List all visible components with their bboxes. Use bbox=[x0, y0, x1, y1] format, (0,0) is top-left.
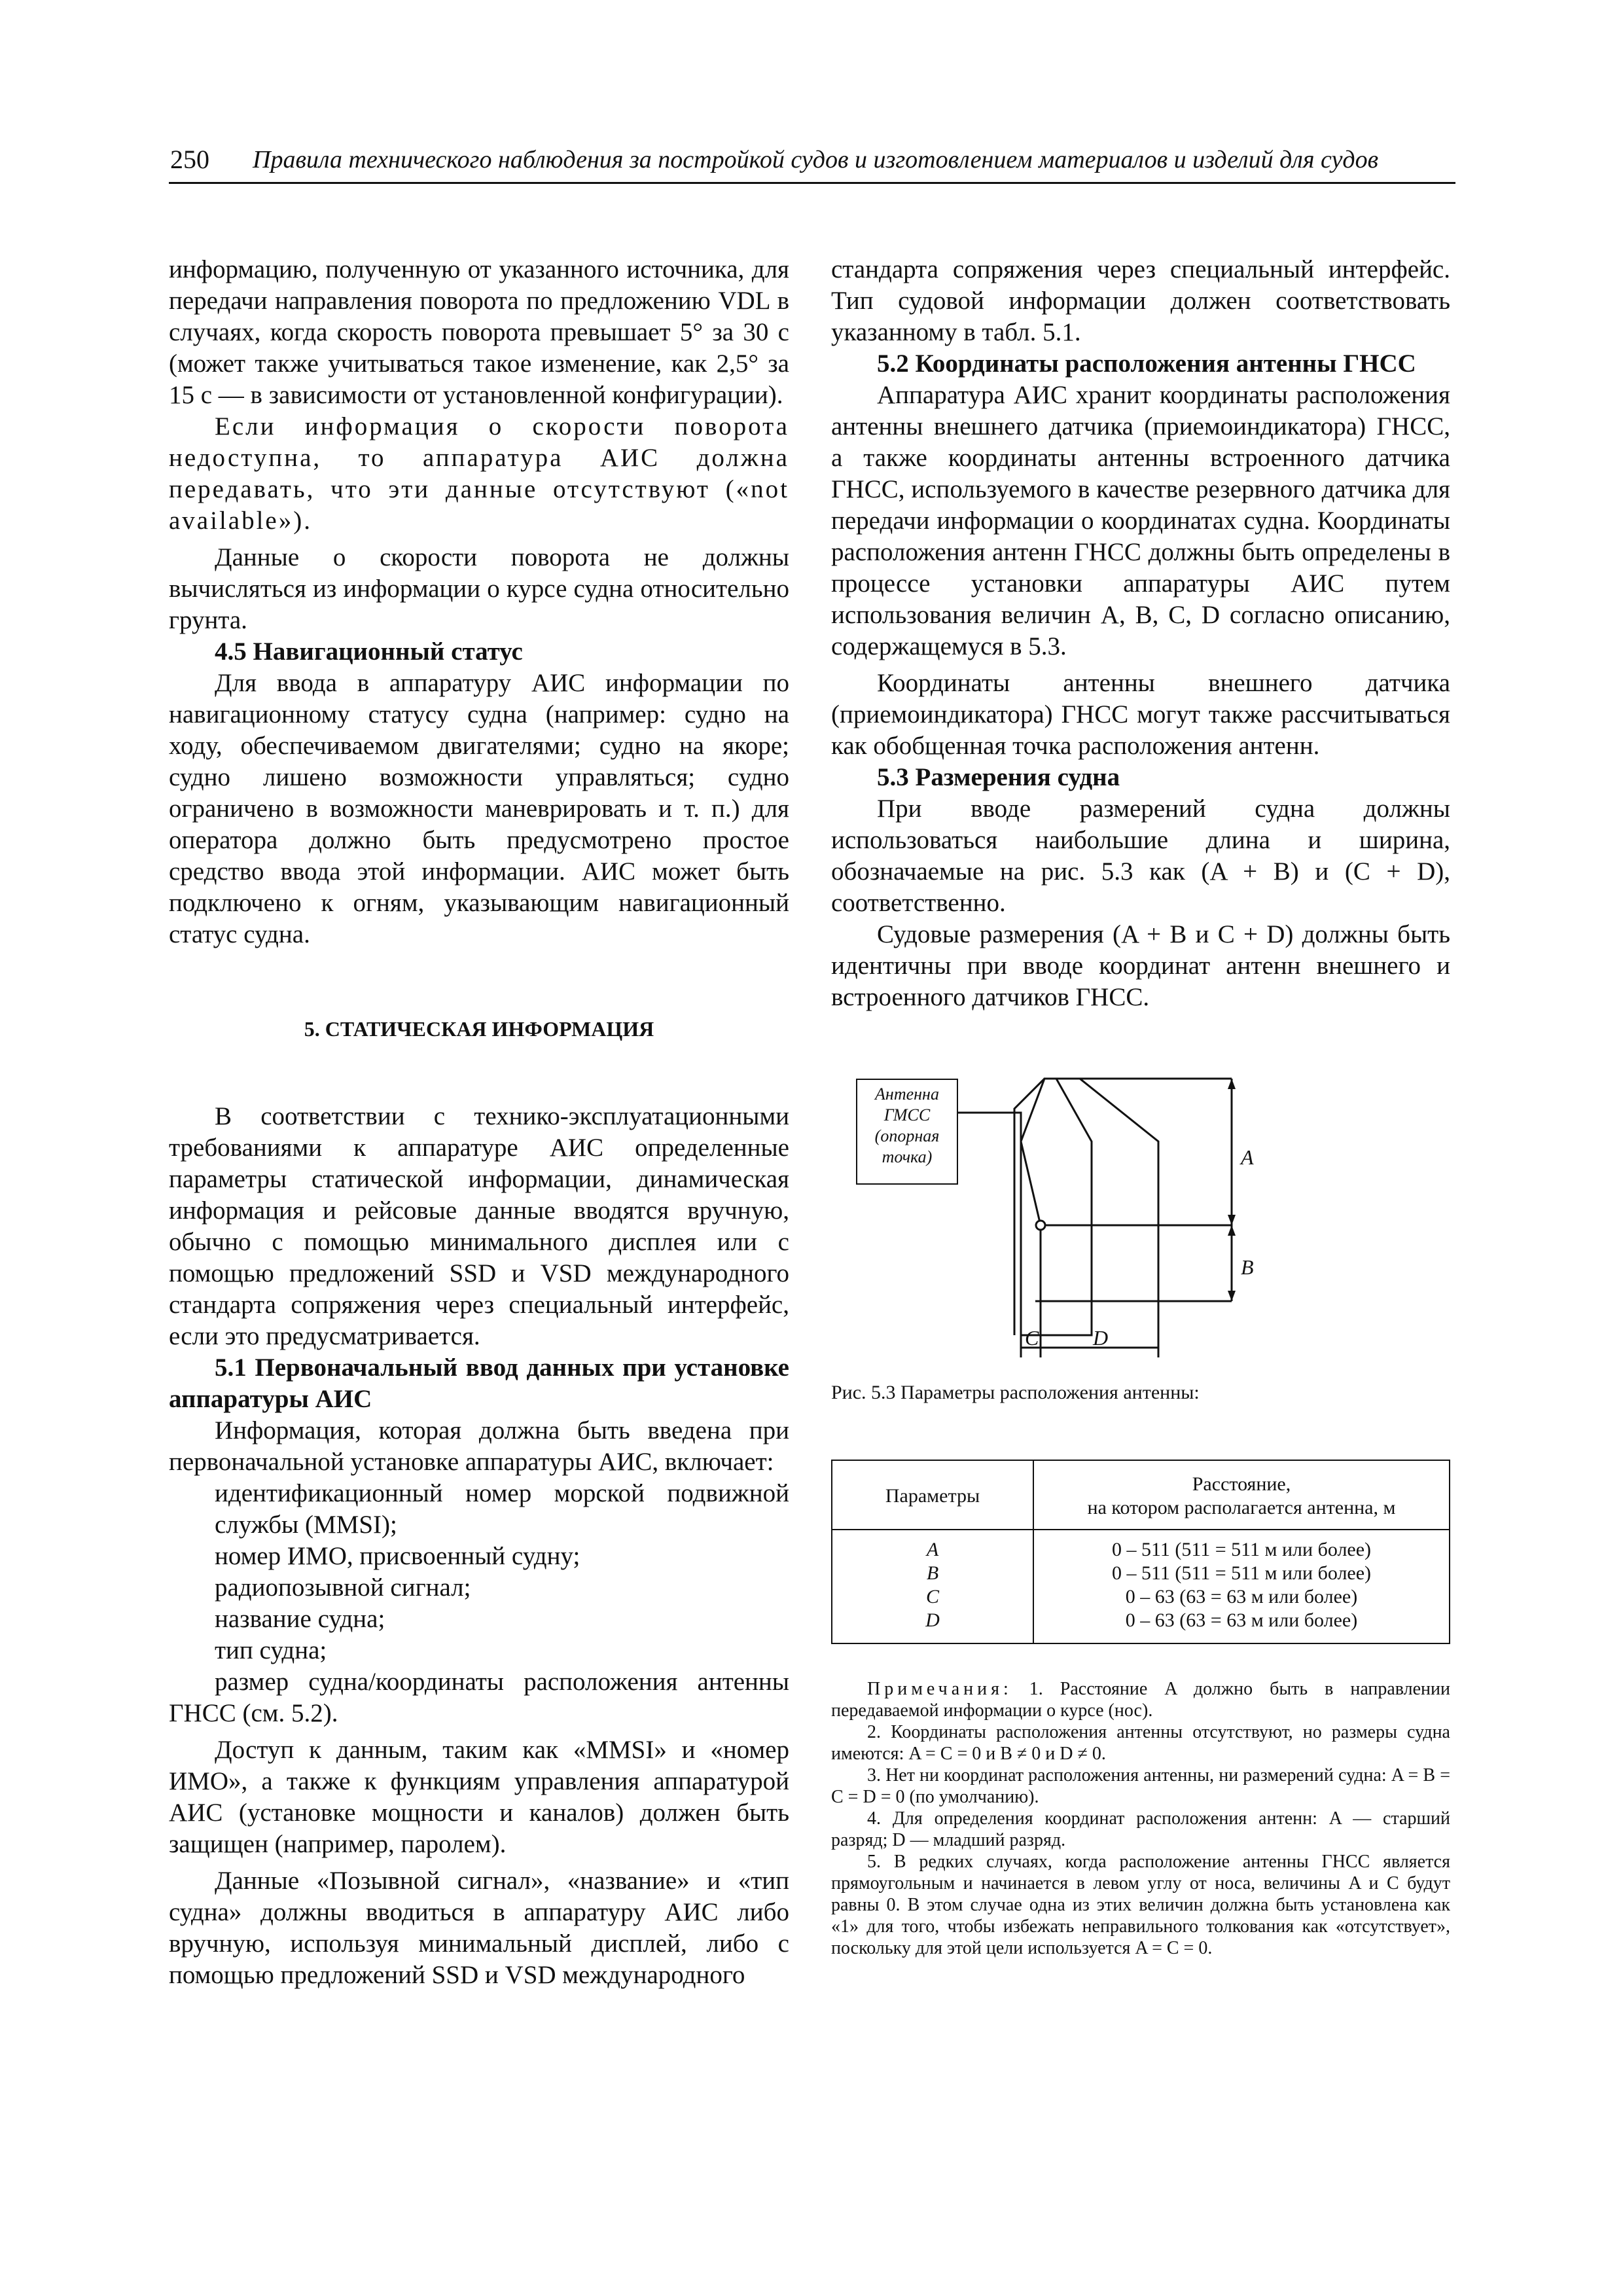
header-line: на котором располагается антенна, м bbox=[1087, 1497, 1396, 1518]
left-column bbox=[169, 254, 789, 1991]
box-line: Антенна bbox=[875, 1085, 939, 1103]
list-item: радиопозывной сигнал; bbox=[215, 1573, 471, 1602]
header-line: Расстояние, bbox=[1192, 1473, 1291, 1495]
paragraph: Аппаратура АИС хранит координаты расположения антенны внешнего датчика (приемоиндикатора) ГНСС, а также координаты антенны встроенного датчика ГНСС, используемого в качестве резервного датчика для передачи информации о координатах судна. Координаты расположения антенн ГНСС должны быть определены в процессе установки аппаратуры АИС путем использования величин A, B, C, D согласно описанию, содержащемуся в 5.3. bbox=[831, 381, 1450, 660]
paragraph: Информация, которая должна быть введена при первоначальной установке аппаратуры АИС, включает: bbox=[169, 1416, 789, 1476]
paragraph: информацию, полученную от указанного источника, для передачи направления поворота по предложению VDL в случаях, когда скорость поворота превышает 5° за 30 с (может также учитываться такое изменение, как 2,5° за 15 с — в зависимости от установленной конфигурации). bbox=[169, 255, 789, 409]
note-text: 1. Расстояние A должно быть в направлении передаваемой информации о курсе (нос). bbox=[831, 1679, 1450, 1721]
note-1 bbox=[831, 1678, 1450, 1721]
paragraph: стандарта сопряжения через специальный интерфейс. Тип судовой информации должен соответствовать указанному в табл. 5.1. bbox=[831, 255, 1450, 346]
dimension-label-b: B bbox=[1241, 1255, 1254, 1279]
paragraph: В соответствии с технико-эксплуатационными требованиями к аппаратуре АИС определенные параметры статической информации, динамическая информация и рейсовые данные вводятся вручную, обычно с помощью минимального дисплея или с помощью предложений SSD и VSD международного стандарта сопряжения через специальный интерфейс, если это предусматривается. bbox=[169, 1102, 789, 1350]
box-line: ГМСС bbox=[883, 1105, 931, 1124]
list-item: размер судна/координаты расположения антенны ГНСС (см. 5.2). bbox=[169, 1668, 789, 1727]
page-number: 250 bbox=[170, 145, 209, 174]
list-item: тип судна; bbox=[215, 1636, 327, 1664]
param-cell: A B C D bbox=[832, 1530, 1033, 1643]
section-heading-4-5: 4.5 Навигационный статус bbox=[215, 637, 523, 666]
column-header-distance bbox=[1033, 1460, 1450, 1530]
paragraph: Для ввода в аппаратуру АИС информации по навигационному статусу судна (например: судно на ходу, обеспечиваемом двигателями; судно на якоре; судно лишено возможности управляться; судно ограничено в возможности маневрировать и т. п.) для оператора должно быть предусмотрено простое средство ввода этой информации. АИС может быть подключено к огням, указывающим навигационный статус судна. bbox=[169, 669, 789, 948]
paragraph: Судовые размерения (A + B и C + D) должны быть идентичны при вводе координат антенн внешнего и встроенного датчиков ГНСС. bbox=[831, 920, 1450, 1011]
table-row bbox=[832, 1530, 1450, 1643]
figure-caption: Рис. 5.3 Параметры расположения антенны: bbox=[831, 1382, 1200, 1403]
page-header bbox=[169, 143, 1455, 184]
leader-line bbox=[958, 1113, 1021, 1141]
value-cell: 0 – 511 (511 = 511 м или более) 0 – 511 (511 = 511 м или более) 0 – 63 (63 = 63 м или более) 0 – 63 (63 = 63 м или более) bbox=[1033, 1530, 1450, 1643]
right-column bbox=[831, 254, 1450, 1959]
column-header-parameters: Параметры bbox=[832, 1460, 1033, 1530]
dimension-label-d: D bbox=[1093, 1326, 1109, 1350]
note-4: 4. Для определения координат расположения антенн: A — старший разряд; D — младший разряд. bbox=[831, 1808, 1450, 1850]
box-line: точка) bbox=[882, 1147, 933, 1166]
notes-label: Примечания: bbox=[867, 1679, 1012, 1699]
paragraph: Координаты антенны внешнего датчика (приемоиндикатора) ГНСС могут также рассчитываться как обобщенная точка расположения антенн. bbox=[831, 669, 1450, 760]
section-heading-5-1: 5.1 Первоначальный ввод данных при установке аппаратуры АИС bbox=[169, 1354, 789, 1413]
antenna-reference-point bbox=[1036, 1221, 1045, 1230]
table-notes bbox=[831, 1678, 1450, 1959]
paragraph: Если информация о скорости поворота недоступна, то аппаратура АИС должна передавать, что эти данные отсутствуют («not available»). bbox=[169, 412, 789, 535]
antenna-label-box bbox=[856, 1079, 958, 1185]
paragraph: Доступ к данным, таким как «MMSI» и «номер ИМО», а также к функциям управления аппаратурой АИС (установке мощности и каналов) должен быть защищен (например, паролем). bbox=[169, 1736, 789, 1858]
antenna-position-figure bbox=[831, 1050, 1450, 1377]
note-5: 5. В редких случаях, когда расположение антенны ГНСС является прямоугольным и начинается в левом углу от носа, величины A и C будут равны 0. В этом случае одна из этих величин должна быть установлена как «1» для того, чтобы избежать неправильного толкования как «отсутствует», поскольку для этой цели используется A = C = 0. bbox=[831, 1852, 1450, 1958]
box-line: (опорная bbox=[874, 1126, 940, 1145]
section-heading-5-2: 5.2 Координаты расположения антенны ГНСС bbox=[877, 350, 1416, 378]
dimension-label-a: A bbox=[1241, 1145, 1254, 1169]
table-header-row bbox=[832, 1460, 1450, 1530]
ship-hull-outline bbox=[1021, 1079, 1092, 1335]
antenna-parameters-table bbox=[831, 1460, 1450, 1644]
chapter-heading-5: 5. СТАТИЧЕСКАЯ ИНФОРМАЦИЯ bbox=[304, 1017, 654, 1041]
list-item: название судна; bbox=[215, 1605, 385, 1633]
list-item: номер ИМО, присвоенный судну; bbox=[215, 1542, 580, 1570]
paragraph: Данные о скорости поворота не должны вычисляться из информации о курсе судна относительно грунта. bbox=[169, 543, 789, 634]
dimension-label-c: C bbox=[1025, 1326, 1039, 1350]
hull-taper bbox=[1021, 1141, 1041, 1225]
paragraph: Данные «Позывной сигнал», «название» и «тип судна» должны вводиться в аппаратуру АИС либо вручную, используя минимальный дисплей, либо с помощью предложений SSD и VSD международного bbox=[169, 1867, 789, 1989]
running-title: Правила технического наблюдения за постройкой судов и изготовлением материалов и изделий для судов bbox=[253, 146, 1379, 173]
section-heading-5-3: 5.3 Размерения судна bbox=[877, 763, 1120, 791]
list-item: идентификационный номер морской подвижной службы (MMSI); bbox=[215, 1479, 789, 1539]
paragraph: При вводе размерений судна должны использоваться наибольшие длина и ширина, обозначаемые на рис. 5.3 как (A + B) и (C + D), соответственно. bbox=[831, 795, 1450, 917]
note-2: 2. Координаты расположения антенны отсутствуют, но размеры судна имеются: A = C = 0 и B ≠ 0 и D ≠ 0. bbox=[831, 1722, 1450, 1764]
note-3: 3. Нет ни координат расположения антенны, ни размерений судна: A = B = C = D = 0 (по умолчанию). bbox=[831, 1765, 1450, 1807]
